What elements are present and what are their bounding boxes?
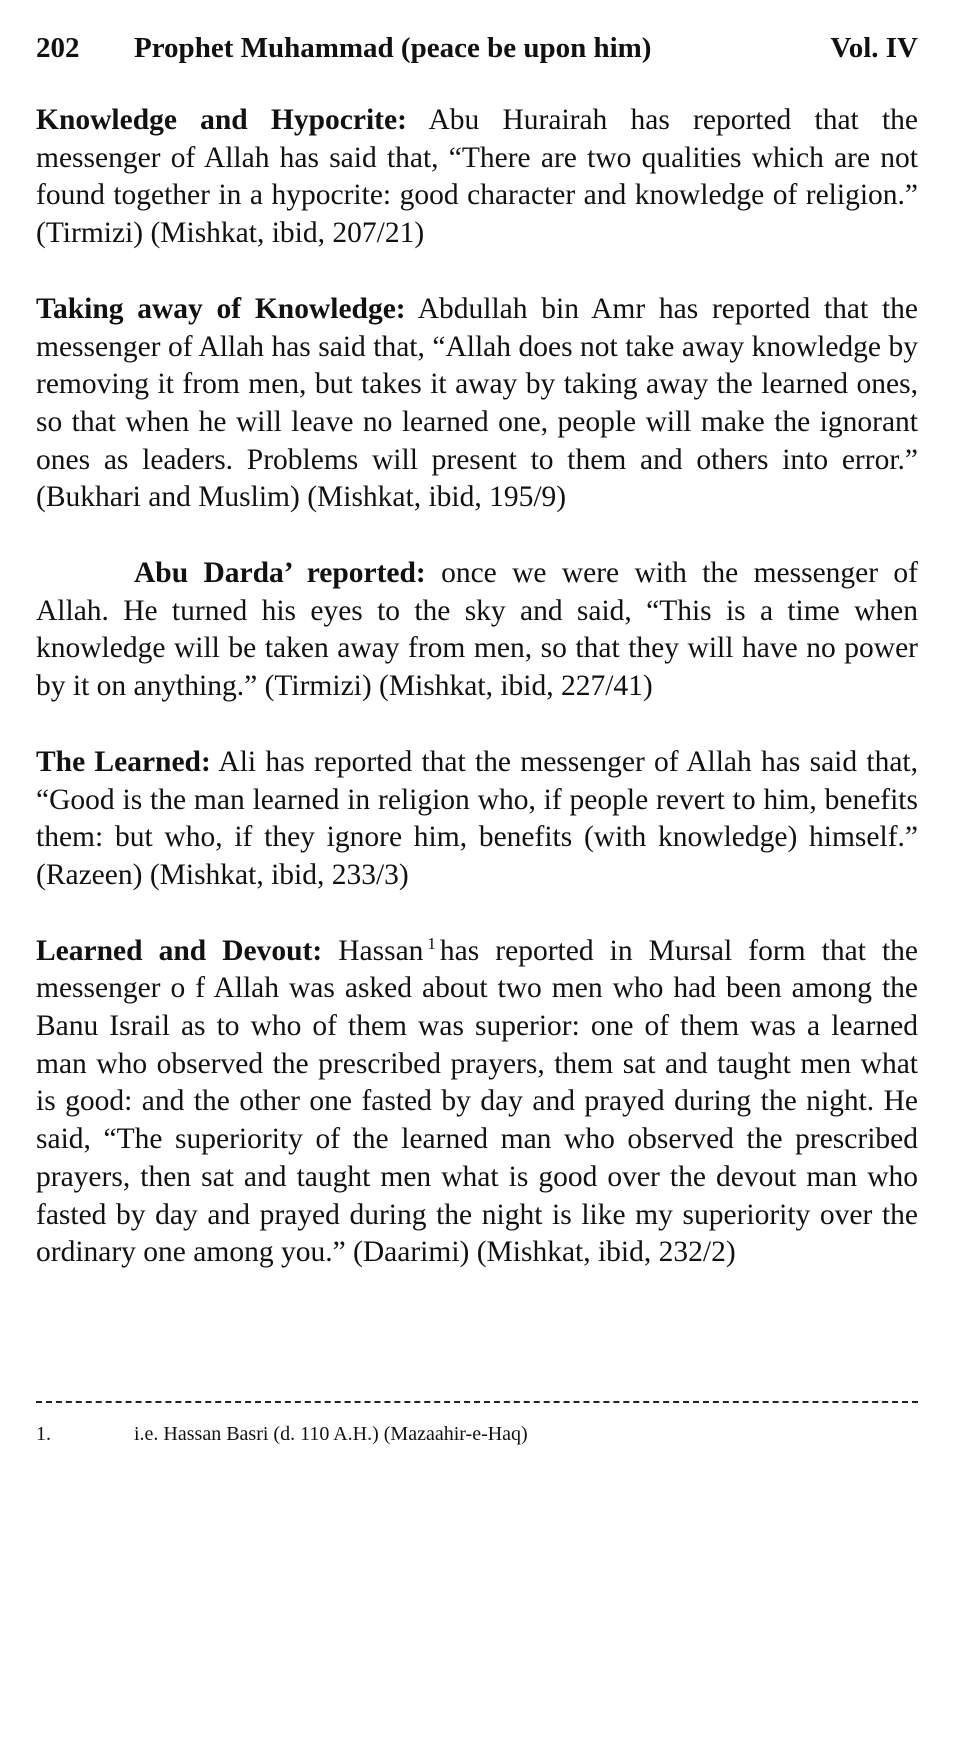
running-title: Prophet Muhammad (peace be upon him) [134,32,652,64]
footnote-number: 1. [36,1423,51,1445]
paragraph-the-learned [36,744,918,895]
paragraph-text: Abu Hurairah has reported that the messenger of Allah has said that, “There are two qualities which are not found together in a hypocrite: good character and knowledge of religion.” (Tirmizi) (Mishkat, ibid, 207/21) [36,104,918,250]
paragraph-text: Ali has reported that the messenger of Allah has said that, “Good is the man learned in religion who, if people revert to him, benefits them: but who, if they ignore him, benefits (with knowledge) himself.” (Razeen) (Mishkat, ibid, 233/3) [36,745,918,891]
paragraph-text-after: has reported in Mursal form that the messenger o f Allah was asked about two men who had been among the Banu Israil as to who of them was superior: one of them was a learned man who observed the prescribed prayers, them sat and taught men what is good: and the other one fasted by day and prayed during the night. He said, “The superiority of the learned man who observed the prescribed prayers, then sat and taught men what is good over the devout man who fasted by day and prayed during the night is like my superiority over the ordinary one among you.” (Daarimi) (Mishkat, ibid, 232/2) [36,934,918,1269]
footnote-divider [36,1401,918,1403]
page-number: 202 [36,32,80,64]
paragraph-heading: Taking away of Knowledge: [36,292,406,325]
page-header [36,28,918,68]
paragraph-abu-darda [36,555,918,706]
paragraph-heading: Abu Darda’ reported: [134,557,426,590]
paragraph-text: once we were with the messenger of Allah. He turned his eyes to the sky and said, “This is a time when knowledge will be taken away from men, so that they will have no power by it on anything.” (Tirmizi) (Mishkat, ibid, 227/41) [36,557,918,703]
paragraph-taking-away-of-knowledge [36,291,918,517]
footnote-reference: 1 [427,933,436,953]
paragraph-heading: The Learned: [36,745,211,778]
paragraph-learned-and-devout [36,933,918,1272]
volume-label: Vol. IV [830,32,918,64]
paragraph-knowledge-and-hypocrite [36,102,918,253]
paragraph-text: Abdullah bin Amr has reported that the messenger of Allah has said that, “Allah does not take away knowledge by removing it from men, but takes it away by taking away the learned ones, so that when he will leave no learned one, people will make the ignorant ones as leaders. Problems will present to them and others into error.” (Bukhari and Muslim) (Mishkat, ibid, 195/9) [36,292,918,514]
page-body [36,102,918,1310]
paragraph-heading: Learned and Devout: [36,934,323,967]
paragraph-text-before: Hassan [322,934,424,967]
paragraph-heading: Knowledge and Hypocrite: [36,104,407,136]
footnote-text: i.e. Hassan Basri (d. 110 A.H.) (Mazaahir-e-Haq) [134,1423,528,1445]
